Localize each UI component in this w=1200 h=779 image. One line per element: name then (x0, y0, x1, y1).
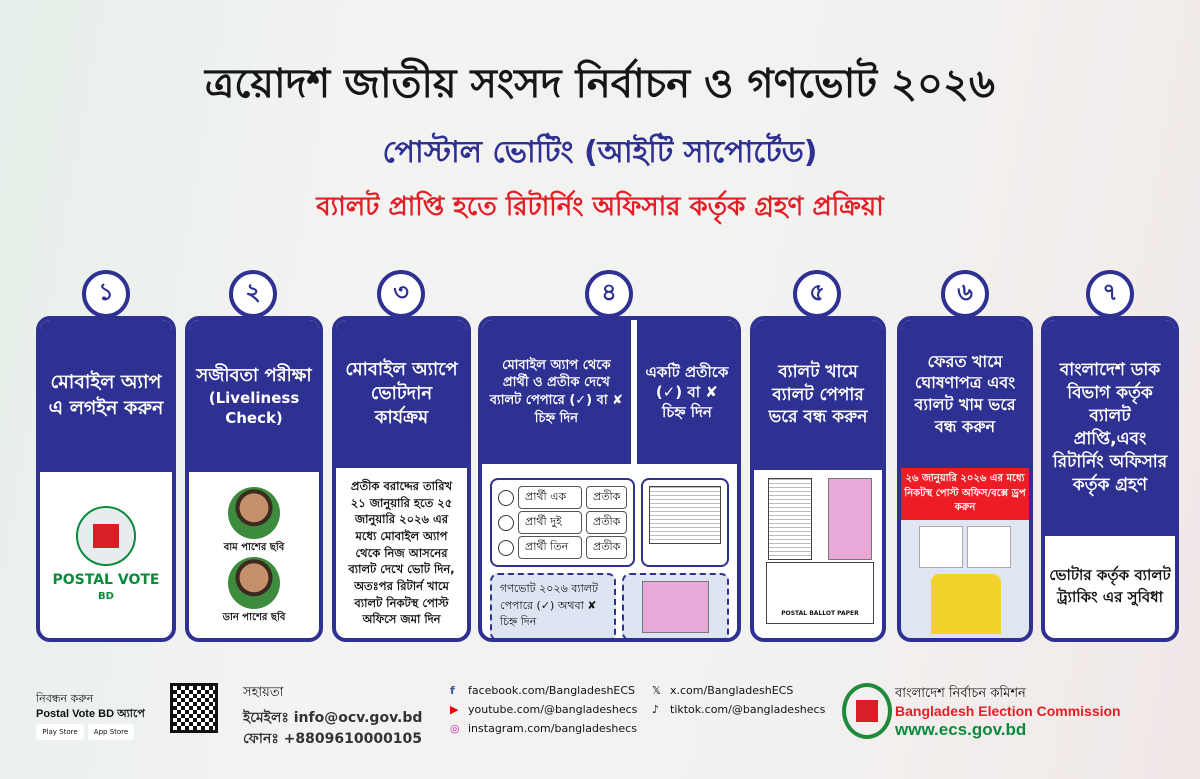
liveliness-photos (189, 472, 319, 638)
ballot-image (641, 478, 729, 567)
step-number-4: ৪ (585, 270, 633, 318)
facebook-icon: f (450, 684, 455, 697)
ballot-box-icon (76, 506, 136, 566)
face-photo-left (228, 487, 280, 539)
person-icon (498, 540, 514, 556)
qr-code (170, 683, 218, 733)
step-card-4 (478, 316, 741, 642)
link-text: facebook.com/BangladeshECS (468, 684, 636, 697)
person-icon (498, 515, 514, 531)
candidate-name: প্রার্থী দুই (518, 511, 582, 534)
social-links-col1 (450, 684, 637, 735)
candidate-row (498, 486, 627, 509)
ec-name-bn: বাংলাদেশ নির্বাচন কমিশন (895, 686, 1026, 701)
logo-text: POSTAL VOTE (52, 571, 160, 588)
ec-website-link[interactable]: www.ecs.gov.bd (895, 720, 1027, 739)
step-number-2: ২ (229, 270, 277, 318)
postal-ballot-label: POSTAL BALLOT PAPER (766, 562, 874, 624)
subtitle: পোস্টাল ভোটিং (আইটি সাপোর্টেড) (382, 135, 818, 170)
step-number-3: ৩ (377, 270, 425, 318)
step-number-7: ৭ (1086, 270, 1134, 318)
candidate-row (498, 511, 627, 534)
main-title: ত্রয়োদশ জাতীয় সংসদ নির্বাচন ও গণভোট ২০২৬ (204, 61, 996, 107)
heading-en: (Liveliness Check) (208, 388, 300, 428)
youtube-icon: ▶ (450, 703, 459, 716)
step-card-2 (185, 316, 323, 642)
symbol-label: প্রতীক (586, 536, 627, 559)
step-heading-b: একটি প্রতীকে (✓) বা ✘ চিহ্ন দিন (637, 320, 737, 464)
candidate-name: প্রার্থী তিন (518, 536, 582, 559)
person-icon (498, 490, 514, 506)
step-heading: বাংলাদেশ ডাক বিভাগ কর্তৃক ব্যালট প্রাপ্তি,এবং রিটার্নিং অফিসার কর্তৃক গ্রহণ (1045, 320, 1175, 536)
referendum-text: গণভোট ২০২৬ ব্যালট পেপারে (✓) অথবা ✘ চিহ্ন দিন (490, 573, 616, 641)
link-text: instagram.com/bangladeshecs (468, 722, 637, 735)
link-text: x.com/BangladeshECS (670, 684, 794, 697)
symbol-label: প্রতীক (586, 486, 627, 509)
tiktok-icon: ♪ (652, 703, 660, 716)
step-heading-a: মোবাইল অ্যাপ থেকে প্রার্থী ও প্রতীক দেখে ব্যালট পেপারে (✓) বা ✘ চিহ্ন দিন (482, 320, 631, 464)
step-heading: মোবাইল অ্যাপ এ লগইন করুন (40, 320, 172, 472)
app-store-button[interactable] (88, 724, 134, 740)
tiktok-link[interactable] (652, 703, 825, 716)
step-heading: মোবাইল অ্যাপে ভোটদান কার্যক্রম (336, 320, 467, 468)
step-body: প্রতীক বরাদ্দের তারিখ ২১ জানুয়ারি হতে ২৫ জানুয়ারি ২০২৬ এর মধ্যে মোবাইল অ্যাপ থেকে নিজ আসনের ব্যালট দেখে ভোট দিন, অতঃপর রিটার্ন খামে ব্যালট নিকটস্থ পোস্ট অফিসে জমা দিন (348, 478, 455, 627)
candidate-list (490, 478, 635, 567)
step-number-6: ৬ (941, 270, 989, 318)
tracking-note: ভোটার কর্তৃক ব্যালট ট্র্যাকিং এর সুবিধা (1049, 566, 1171, 606)
process-title: ব্যালট প্রাপ্তি হতে রিটার্নিং অফিসার কর্তৃক গ্রহণ প্রক্রিয়া (316, 192, 884, 222)
support-phone: ফোনঃ +8809610000105 (243, 731, 423, 747)
logo-sub: BD (98, 590, 114, 602)
social-links-col2 (652, 684, 825, 716)
support-email: ইমেইলঃ info@ocv.gov.bd (243, 710, 423, 726)
heading-bn: সজীবতা পরীক্ষা (196, 364, 312, 386)
step-heading: ব্যালট খামে ব্যালট পেপার ভরে বন্ধ করুন (754, 320, 882, 470)
app-store-label: App Store (93, 728, 129, 736)
step-number-1: ১ (82, 270, 130, 318)
election-commission-logo (842, 683, 892, 739)
step-card-5 (750, 316, 886, 642)
register-text: নিবন্ধন করুন (36, 692, 94, 705)
referendum-panel (482, 571, 737, 642)
play-store-button[interactable] (36, 724, 84, 740)
help-label: সহায়তা (243, 685, 284, 700)
play-store-label: Play Store (42, 728, 78, 736)
face-photo-right (228, 557, 280, 609)
step-card-6 (897, 316, 1033, 642)
symbol-label: প্রতীক (586, 511, 627, 534)
referendum-ballot-image (622, 573, 729, 641)
step-heading: ফেরত খামে ঘোষণাপত্র এবং ব্যালট খাম ভরে বন্ধ করুন (901, 320, 1029, 468)
link-text: youtube.com/@bangladeshecs (468, 703, 638, 716)
candidate-panel (482, 464, 737, 571)
step-card-3 (332, 316, 471, 642)
x-icon: 𝕏 (652, 684, 661, 697)
deadline-banner: ২৬ জানুয়ারি ২০২৬ এর মধ্যে নিকটস্থ পোস্ট অফিস/বক্সে ড্রপ করুন (901, 468, 1029, 520)
step-card-1 (36, 316, 176, 642)
return-envelope-illustration (901, 520, 1029, 630)
youtube-link[interactable] (450, 703, 637, 716)
candidate-row (498, 536, 627, 559)
link-text: tiktok.com/@bangladeshecs (670, 703, 826, 716)
ec-name-en: Bangladesh Election Commission (895, 703, 1121, 719)
envelope-illustration (754, 470, 882, 638)
right-photo-label: ডান পাশের ছবি (222, 612, 286, 623)
x-link[interactable] (652, 684, 825, 697)
postal-vote-logo (40, 472, 172, 638)
step-heading (189, 320, 319, 472)
instagram-link[interactable] (450, 722, 637, 735)
candidate-name: প্রার্থী এক (518, 486, 582, 509)
instagram-icon: ◎ (450, 722, 460, 735)
app-name-text: Postal Vote BD অ্যাপে (36, 708, 145, 720)
step-number-5: ৫ (793, 270, 841, 318)
facebook-link[interactable] (450, 684, 637, 697)
left-photo-label: বাম পাশের ছবি (223, 541, 285, 553)
step-card-7 (1041, 316, 1179, 642)
